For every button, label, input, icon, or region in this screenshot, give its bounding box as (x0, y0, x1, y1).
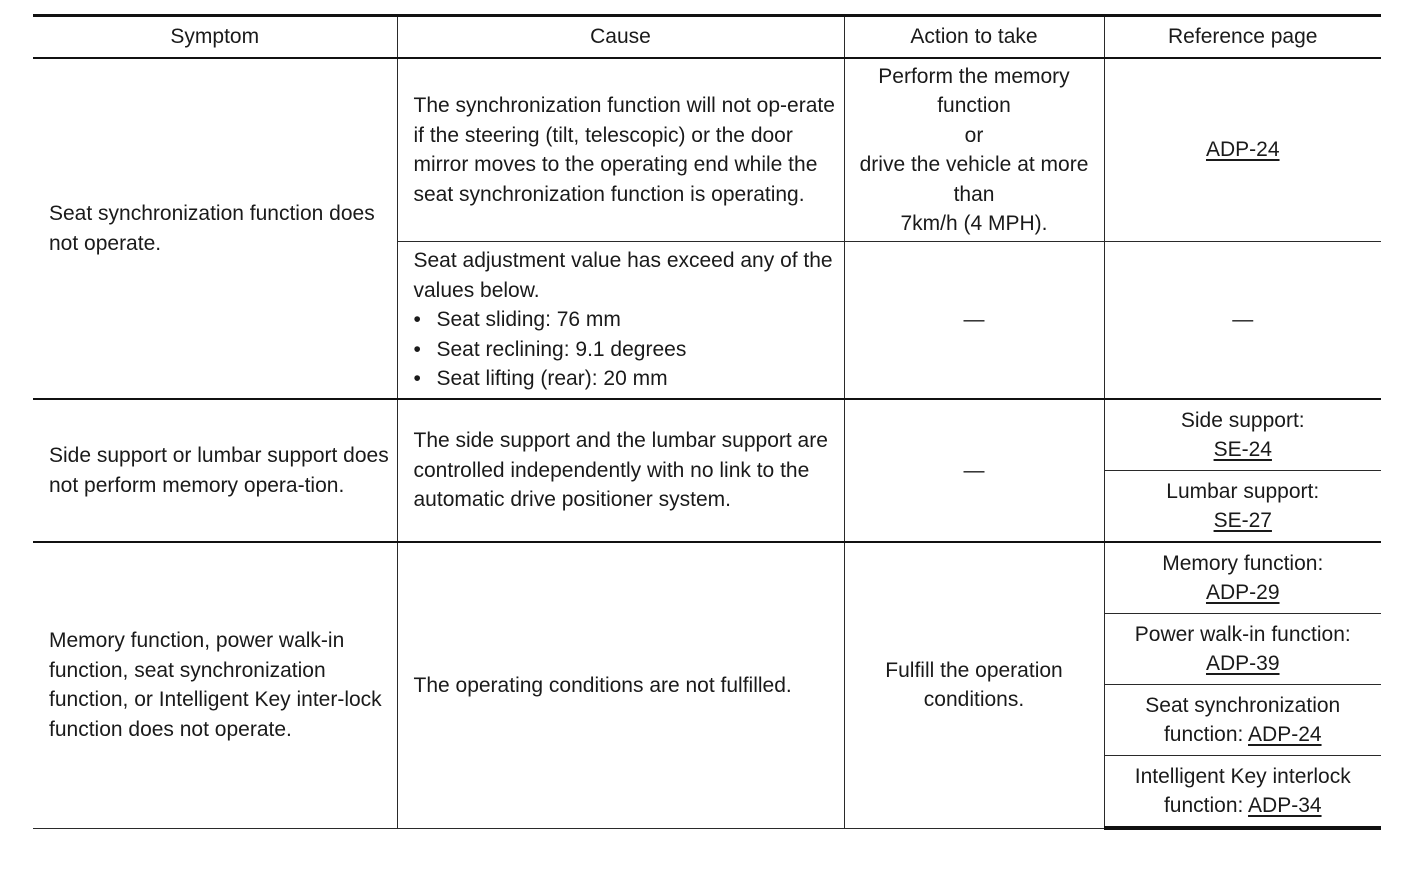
header-symptom: Symptom (33, 16, 397, 59)
troubleshooting-table (33, 14, 1381, 830)
reference-link[interactable]: ADP-29 (1205, 581, 1280, 604)
reference-link[interactable]: SE-27 (1213, 509, 1272, 532)
reference-cell (1104, 399, 1381, 471)
reference-cell (1104, 614, 1381, 685)
list-item (414, 335, 836, 365)
reference-cell (1104, 685, 1381, 756)
reference-link[interactable]: ADP-24 (1205, 138, 1280, 162)
header-action: Action to take (844, 16, 1104, 59)
reference-label: Intelligent Key interlock (1134, 764, 1351, 788)
reference-cell (1104, 756, 1381, 829)
reference-label: Memory function: (1162, 551, 1324, 575)
bullet: • (413, 308, 421, 332)
reference-cell (1104, 58, 1381, 242)
header-cause: Cause (397, 16, 844, 59)
reference-cell: — (1104, 242, 1381, 400)
reference-cell (1104, 542, 1381, 614)
table-row (33, 542, 1381, 614)
action-line: or (964, 123, 984, 147)
action-line: drive the vehicle at more than (859, 153, 1089, 206)
table-row (33, 399, 1381, 471)
reference-label: Power walk-in function: (1134, 622, 1351, 646)
action-cell (844, 58, 1104, 242)
list-item (414, 364, 836, 394)
bullet: • (413, 337, 421, 361)
symptom-cell: Memory function, power walk-in function, seat synchronization function, or Intelligent Key inter-lock function does not operate. (33, 542, 397, 828)
cause-cell: The operating conditions are not fulfilled. (397, 542, 844, 828)
list-item (414, 305, 836, 335)
reference-label: Seat synchronization (1145, 693, 1341, 717)
bullet: • (413, 367, 421, 391)
reference-link[interactable]: ADP-39 (1205, 652, 1280, 675)
reference-label: Side support: (1180, 408, 1305, 432)
action-cell: — (844, 399, 1104, 542)
header-row (33, 16, 1381, 59)
reference-label-tail: function: (1163, 794, 1249, 817)
reference-link[interactable]: ADP-24 (1248, 723, 1322, 746)
reference-link[interactable]: SE-24 (1213, 438, 1272, 461)
list-item-text: Seat lifting (rear): 20 mm (436, 367, 668, 391)
action-line: 7km/h (4 MPH). (900, 212, 1048, 235)
reference-label: Lumbar support: (1166, 479, 1320, 503)
symptom-cell: Side support or lumbar support does not perform memory opera-tion. (33, 399, 397, 542)
action-line: Perform the memory function (878, 64, 1070, 117)
reference-label-tail: function: (1163, 723, 1249, 746)
cause-cell: The side support and the lumbar support are controlled independently with no link to the automatic drive positioner system. (397, 399, 844, 542)
cause-cell (397, 242, 844, 400)
table-row (33, 58, 1381, 242)
cause-cell: The synchronization function will not op-erate if the steering (tilt, telescopic) or the door mirror moves to the operating end while the seat synchronization function is operating. (397, 58, 844, 242)
list-item-text: Seat sliding: 76 mm (436, 308, 621, 332)
header-reference: Reference page (1104, 16, 1381, 59)
action-cell: — (844, 242, 1104, 400)
action-cell: Fulfill the operation conditions. (844, 542, 1104, 828)
reference-link[interactable]: ADP-34 (1248, 794, 1322, 817)
list-item-text: Seat reclining: 9.1 degrees (436, 337, 687, 361)
cause-intro: Seat adjustment value has exceed any of the values below. (413, 249, 833, 302)
reference-cell (1104, 471, 1381, 543)
symptom-cell: Seat synchronization function does not operate. (33, 58, 397, 399)
